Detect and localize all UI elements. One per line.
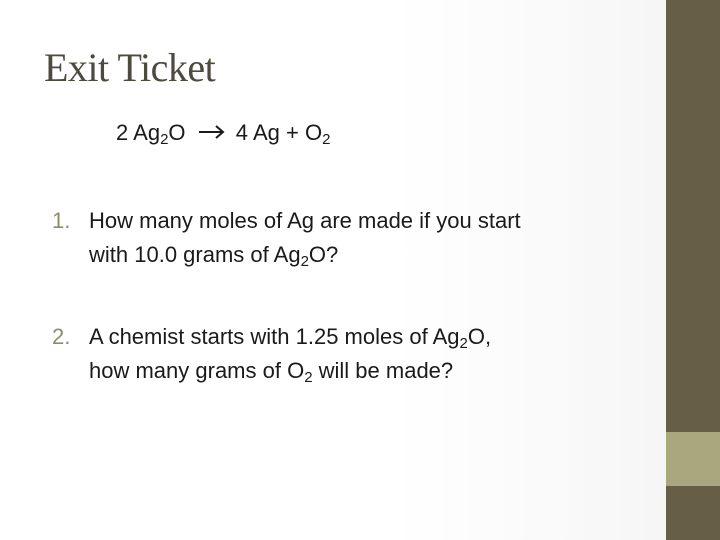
sidebar-block-accent — [666, 432, 720, 486]
product-o2: $O_2$ — [304, 120, 331, 148]
plus-sign: + — [286, 120, 299, 145]
question-line: how many grams of $O_2$ will be made? — [89, 358, 454, 386]
sidebar-block-bottom — [666, 486, 720, 540]
question-line: with 10.0 grams of $Ag_2O$? — [89, 242, 339, 270]
question-text — [89, 207, 521, 275]
coefficient-product: 4 — [235, 120, 249, 145]
question-line: A chemist starts with 1.25 moles of $Ag_2O$, — [89, 324, 492, 352]
question-text — [89, 323, 491, 391]
reactant-formula: $Ag_2O$ — [133, 120, 186, 148]
question-line: How many moles of Ag are made if you start — [89, 208, 521, 233]
question-number: 1. — [52, 208, 71, 233]
slide-title: Exit Ticket — [44, 45, 216, 90]
product-ag: Ag — [252, 120, 280, 145]
coefficient-reactant: 2 — [116, 120, 129, 145]
question-number: 2. — [52, 324, 71, 349]
chemical-equation — [116, 119, 330, 147]
reaction-arrow-icon — [198, 124, 226, 140]
sidebar-block-top — [666, 0, 720, 432]
